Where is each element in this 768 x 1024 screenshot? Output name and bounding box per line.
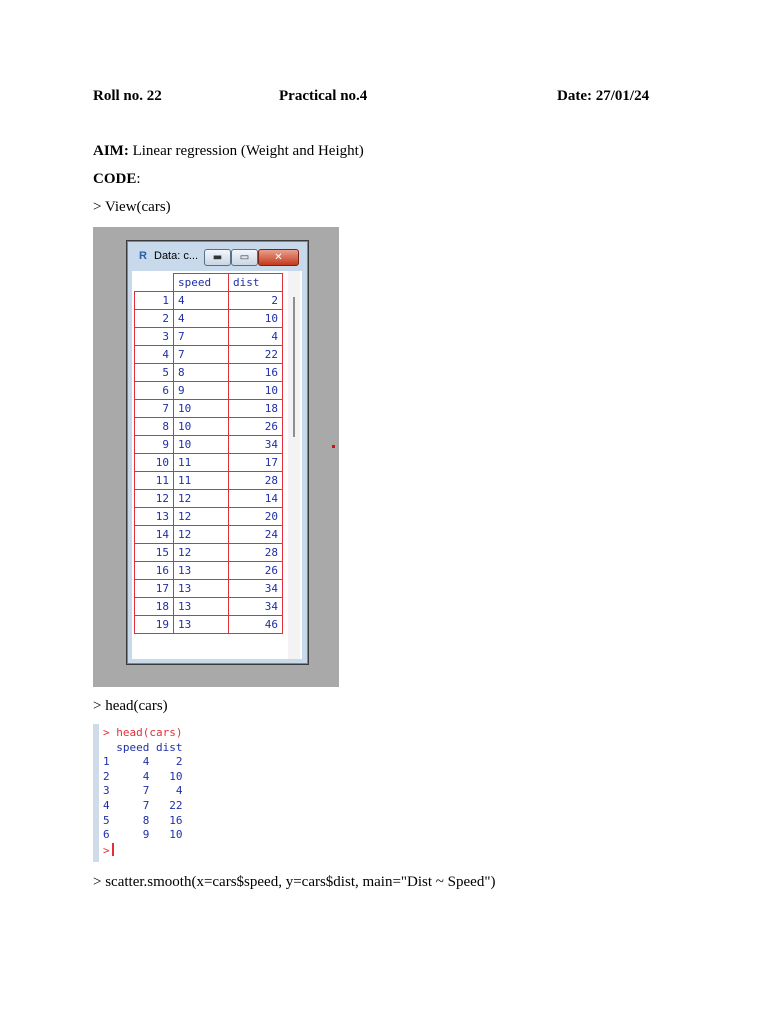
aim-label: AIM:	[93, 143, 129, 159]
view-command: > View(cars)	[93, 199, 171, 215]
dist-cell[interactable]: 34	[229, 436, 283, 454]
aim-text: Linear regression (Weight and Height)	[128, 143, 364, 159]
row-number-cell[interactable]: 17	[135, 580, 174, 598]
speed-cell[interactable]: 12	[174, 526, 229, 544]
code-colon: :	[136, 171, 141, 187]
row-number-cell[interactable]: 5	[135, 364, 174, 382]
speed-cell[interactable]: 10	[174, 400, 229, 418]
speed-cell[interactable]: 11	[174, 472, 229, 490]
row-number-cell[interactable]: 18	[135, 598, 174, 616]
speed-cell[interactable]: 13	[174, 562, 229, 580]
console-command: > head(cars)	[103, 726, 183, 739]
dist-cell[interactable]: 14	[229, 490, 283, 508]
column-header-dist[interactable]: dist	[229, 274, 283, 292]
data-viewer-window	[126, 240, 309, 665]
dist-cell[interactable]: 20	[229, 508, 283, 526]
dist-cell[interactable]: 16	[229, 364, 283, 382]
red-dot-mark	[332, 445, 335, 448]
column-header-speed[interactable]: speed	[174, 274, 229, 292]
practical-number: Practical no.4	[279, 88, 368, 104]
speed-cell[interactable]: 4	[174, 292, 229, 310]
console-line: 5 8 16	[103, 813, 183, 827]
table-row	[135, 364, 283, 382]
scatter-command: > scatter.smooth(x=cars$speed, y=cars$dist, main="Dist ~ Speed")	[93, 874, 496, 890]
row-number-cell[interactable]: 8	[135, 418, 174, 436]
speed-cell[interactable]: 4	[174, 310, 229, 328]
row-number-cell[interactable]: 9	[135, 436, 174, 454]
table-row	[135, 508, 283, 526]
speed-cell[interactable]: 13	[174, 580, 229, 598]
scrollbar-thumb[interactable]	[293, 297, 295, 437]
viewer-titlebar[interactable]	[127, 241, 308, 271]
dist-cell[interactable]: 10	[229, 310, 283, 328]
table-row	[135, 454, 283, 472]
table-row	[135, 598, 283, 616]
table-row	[135, 292, 283, 310]
console-line: 1 4 2	[103, 755, 183, 769]
table-row	[135, 616, 283, 634]
speed-cell[interactable]: 7	[174, 328, 229, 346]
row-number-cell[interactable]: 19	[135, 616, 174, 634]
dist-cell[interactable]: 34	[229, 580, 283, 598]
dist-cell[interactable]: 2	[229, 292, 283, 310]
table-row	[135, 544, 283, 562]
maximize-button[interactable]	[231, 249, 258, 266]
row-number-cell[interactable]: 6	[135, 382, 174, 400]
data-grid	[134, 273, 283, 634]
row-number-cell[interactable]: 3	[135, 328, 174, 346]
speed-cell[interactable]: 8	[174, 364, 229, 382]
date: Date: 27/01/24	[557, 88, 650, 104]
vertical-scrollbar[interactable]	[288, 271, 300, 659]
row-number-cell[interactable]: 15	[135, 544, 174, 562]
code-line	[93, 171, 141, 188]
grid-header-row	[135, 274, 283, 292]
console-header: speed dist	[103, 740, 183, 754]
row-number-cell[interactable]: 14	[135, 526, 174, 544]
console-prompt: >	[103, 843, 110, 857]
table-row	[135, 382, 283, 400]
console-line: 4 7 22	[103, 798, 183, 812]
minimize-button[interactable]	[204, 249, 231, 266]
row-number-cell[interactable]: 13	[135, 508, 174, 526]
row-number-cell[interactable]: 4	[135, 346, 174, 364]
maximize-icon: ▭	[239, 252, 250, 263]
console-line: 6 9 10	[103, 828, 183, 842]
r-logo-icon: R	[139, 250, 147, 262]
close-icon: ✕	[274, 252, 283, 263]
speed-cell[interactable]: 12	[174, 508, 229, 526]
dist-cell[interactable]: 28	[229, 472, 283, 490]
speed-cell[interactable]: 9	[174, 382, 229, 400]
table-row	[135, 328, 283, 346]
dist-cell[interactable]: 24	[229, 526, 283, 544]
console-output	[103, 755, 182, 841]
dist-cell[interactable]: 34	[229, 598, 283, 616]
code-label: CODE	[93, 171, 137, 187]
console-line: 3 7 4	[103, 784, 183, 798]
table-row	[135, 490, 283, 508]
speed-cell[interactable]: 11	[174, 454, 229, 472]
row-number-cell[interactable]: 10	[135, 454, 174, 472]
table-row	[135, 436, 283, 454]
dist-cell[interactable]: 17	[229, 454, 283, 472]
viewer-title: Data: c...	[154, 250, 199, 262]
table-row	[135, 472, 283, 490]
row-number-cell[interactable]: 11	[135, 472, 174, 490]
table-row	[135, 580, 283, 598]
table-row	[135, 418, 283, 436]
console-line: 2 4 10	[103, 769, 183, 783]
dist-cell[interactable]: 18	[229, 400, 283, 418]
speed-cell[interactable]: 12	[174, 490, 229, 508]
row-number-cell[interactable]: 2	[135, 310, 174, 328]
close-button[interactable]	[258, 249, 299, 266]
aim-line	[93, 143, 364, 160]
row-number-cell[interactable]: 1	[135, 292, 174, 310]
table-row	[135, 310, 283, 328]
dist-cell[interactable]: 28	[229, 544, 283, 562]
speed-cell[interactable]: 10	[174, 418, 229, 436]
dist-cell[interactable]: 10	[229, 382, 283, 400]
head-command: > head(cars)	[93, 698, 168, 714]
data-viewer-screenshot	[93, 227, 339, 687]
row-number-cell[interactable]: 7	[135, 400, 174, 418]
table-row	[135, 400, 283, 418]
text-cursor	[112, 843, 114, 856]
speed-cell[interactable]: 10	[174, 436, 229, 454]
table-row	[135, 346, 283, 364]
dist-cell[interactable]: 26	[229, 418, 283, 436]
row-number-cell[interactable]: 16	[135, 562, 174, 580]
table-row	[135, 562, 283, 580]
grid-corner	[135, 274, 174, 292]
viewer-grid-area	[132, 271, 302, 659]
row-number-cell[interactable]: 12	[135, 490, 174, 508]
speed-cell[interactable]: 13	[174, 598, 229, 616]
console-screenshot	[93, 724, 239, 862]
dist-cell[interactable]: 22	[229, 346, 283, 364]
dist-cell[interactable]: 26	[229, 562, 283, 580]
minimize-icon: ▬	[212, 252, 223, 263]
speed-cell[interactable]: 12	[174, 544, 229, 562]
speed-cell[interactable]: 7	[174, 346, 229, 364]
dist-cell[interactable]: 4	[229, 328, 283, 346]
dist-cell[interactable]: 46	[229, 616, 283, 634]
table-row	[135, 526, 283, 544]
roll-number: Roll no. 22	[93, 88, 162, 104]
speed-cell[interactable]: 13	[174, 616, 229, 634]
